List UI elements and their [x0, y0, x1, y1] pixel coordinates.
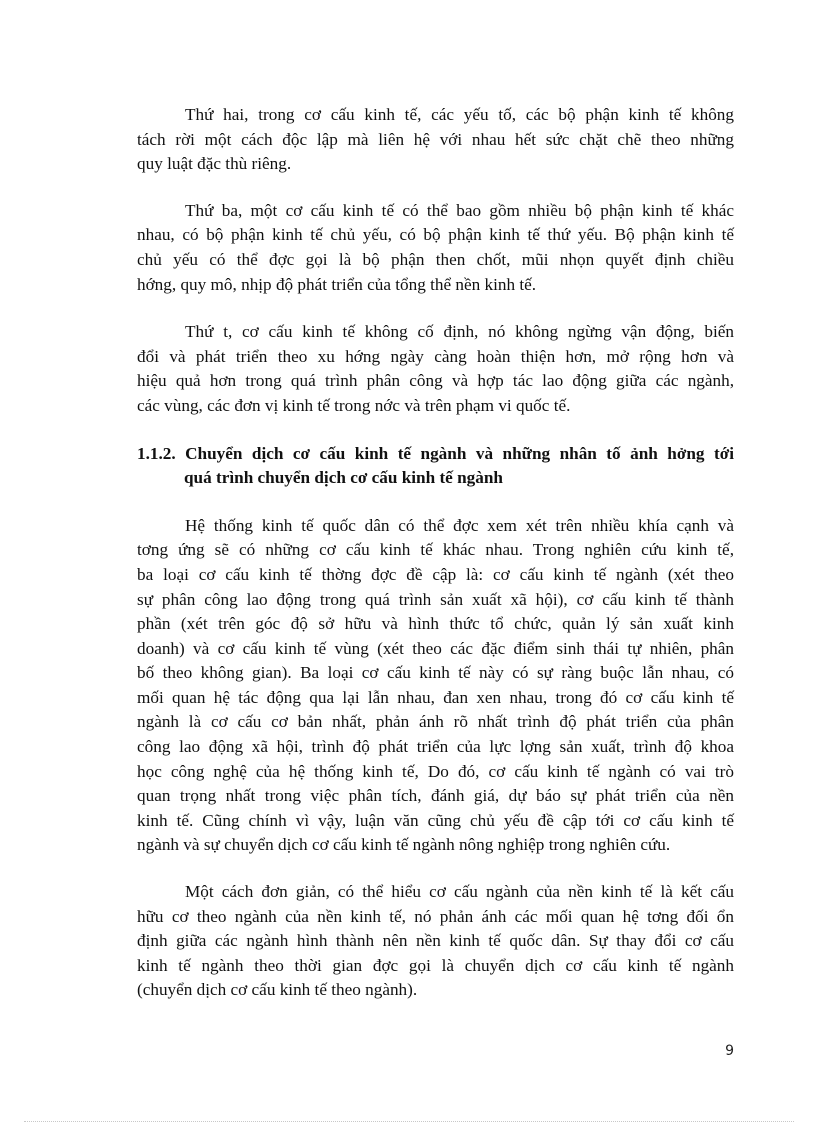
text-line: kinh tế. Cũng chính vì vậy, luận văn cũng chủ yếu đề cập tới cơ cấu kinh tế [137, 810, 734, 830]
text-line: Một cách đơn giản, có thể hiểu cơ cấu ngành của nền kinh tế là kết cấu [185, 882, 734, 902]
text-line: bố theo không gian). Ba loại cơ cấu kinh tế này có sự ràng buộc lẫn nhau, có [137, 663, 734, 683]
text-line: mối quan hệ tác động qua lại lẫn nhau, đan xen nhau, trong đó cơ cấu kinh tế [137, 687, 734, 707]
text-line: đổi và phát triển theo xu hớng ngày càng hoàn thiện hơn, mở rộng hơn và [137, 346, 734, 366]
paragraph-spacer [137, 419, 734, 442]
paragraph-spacer [137, 297, 734, 320]
text-line: hiệu quả hơn trong quá trình phân công và hợp tác lao động giữa các ngành, [137, 371, 734, 391]
text-line: (chuyển dịch cơ cấu kinh tế theo ngành). [137, 980, 418, 1000]
text-line: Thứ ba, một cơ cấu kinh tế có thể bao gồm nhiều bộ phận kinh tế khác [185, 200, 734, 220]
page-bottom-rule [24, 1121, 794, 1122]
text-line: hữu cơ theo ngành của nền kinh tế, nó phản ánh các mối quan hệ tơng đối ổn [137, 906, 734, 926]
section-heading [137, 442, 734, 491]
text-line: Thứ t, cơ cấu kinh tế không cố định, nó không ngừng vận động, biến [185, 322, 734, 342]
heading-line: quá trình chuyển dịch cơ cấu kinh tế ngành [184, 468, 503, 488]
text-line: sự phân công lao động trong quá trình sản xuất xã hội), cơ cấu kinh tế thành [137, 589, 734, 609]
paragraph-4 [137, 514, 734, 858]
text-line: ngành là cơ cấu cơ bản nhất, phản ánh rõ nhất trình độ phát triển của phân [137, 712, 734, 732]
paragraph-spacer [137, 491, 734, 514]
text-line: các vùng, các đơn vị kinh tế trong nớc và trên phạm vi quốc tế. [137, 395, 571, 415]
paragraph-3 [137, 320, 734, 418]
text-line: tách rời một cách độc lập mà liên hệ với nhau hết sức chặt chẽ theo những [137, 129, 734, 149]
text-line: quy luật đặc thù riêng. [137, 154, 292, 174]
text-line: quan trọng nhất trong việc phân tích, đánh giá, dự báo sự phát triển của nền [137, 786, 734, 806]
text-line: phần (xét trên góc độ sở hữu và hình thức tổ chức, quản lý sản xuất kinh [137, 614, 734, 634]
text-line: hớng, quy mô, nhịp độ phát triển của tổng thể nền kinh tế. [137, 274, 537, 294]
paragraph-spacer [137, 177, 734, 199]
text-line: ba loại cơ cấu kinh tế thờng đợc đề cập là: cơ cấu kinh tế ngành (xét theo [137, 564, 734, 584]
page-content [137, 103, 734, 1003]
text-line: học công nghệ của hệ thống kinh tế, Do đó, cơ cấu kinh tế ngành có vai trò [137, 761, 734, 781]
text-line: tơng ứng sẽ có những cơ cấu kinh tế khác nhau. Trong nghiên cứu kinh tế, [137, 540, 734, 560]
paragraph-spacer [137, 858, 734, 880]
heading-line: 1.1.2. Chuyển dịch cơ cấu kinh tế ngành và những nhân tố ảnh hởng tới [137, 443, 734, 463]
text-line: chủ yếu có thể đợc gọi là bộ phận then chốt, mũi nhọn quyết định chiều [137, 249, 734, 269]
page-number: 9 [725, 1043, 734, 1059]
text-line: nhau, có bộ phận kinh tế chủ yếu, có bộ phận kinh tế thứ yếu. Bộ phận kinh tế [137, 225, 734, 245]
text-line: doanh) và cơ cấu kinh tế vùng (xét theo các đặc điểm sinh thái tự nhiên, phân [137, 638, 734, 658]
text-line: Thứ hai, trong cơ cấu kinh tế, các yếu tố, các bộ phận kinh tế không [185, 105, 734, 124]
paragraph-2 [137, 199, 734, 297]
text-line: định giữa các ngành hình thành nên nền kinh tế quốc dân. Sự thay đổi cơ cấu [137, 931, 734, 951]
text-line: kinh tế ngành theo thời gian đợc gọi là chuyển dịch cơ cấu kinh tế ngành [137, 955, 734, 975]
paragraph-1 [137, 103, 734, 177]
text-line: công lao động xã hội, trình độ phát triển của lực lợng sản xuất, trình độ khoa [137, 737, 734, 757]
text-line: Hệ thống kinh tế quốc dân có thể đợc xem xét trên nhiều khía cạnh và [185, 515, 734, 535]
paragraph-5 [137, 880, 734, 1003]
text-line: ngành và sự chuyển dịch cơ cấu kinh tế ngành nông nghiệp trong nghiên cứu. [137, 835, 671, 855]
